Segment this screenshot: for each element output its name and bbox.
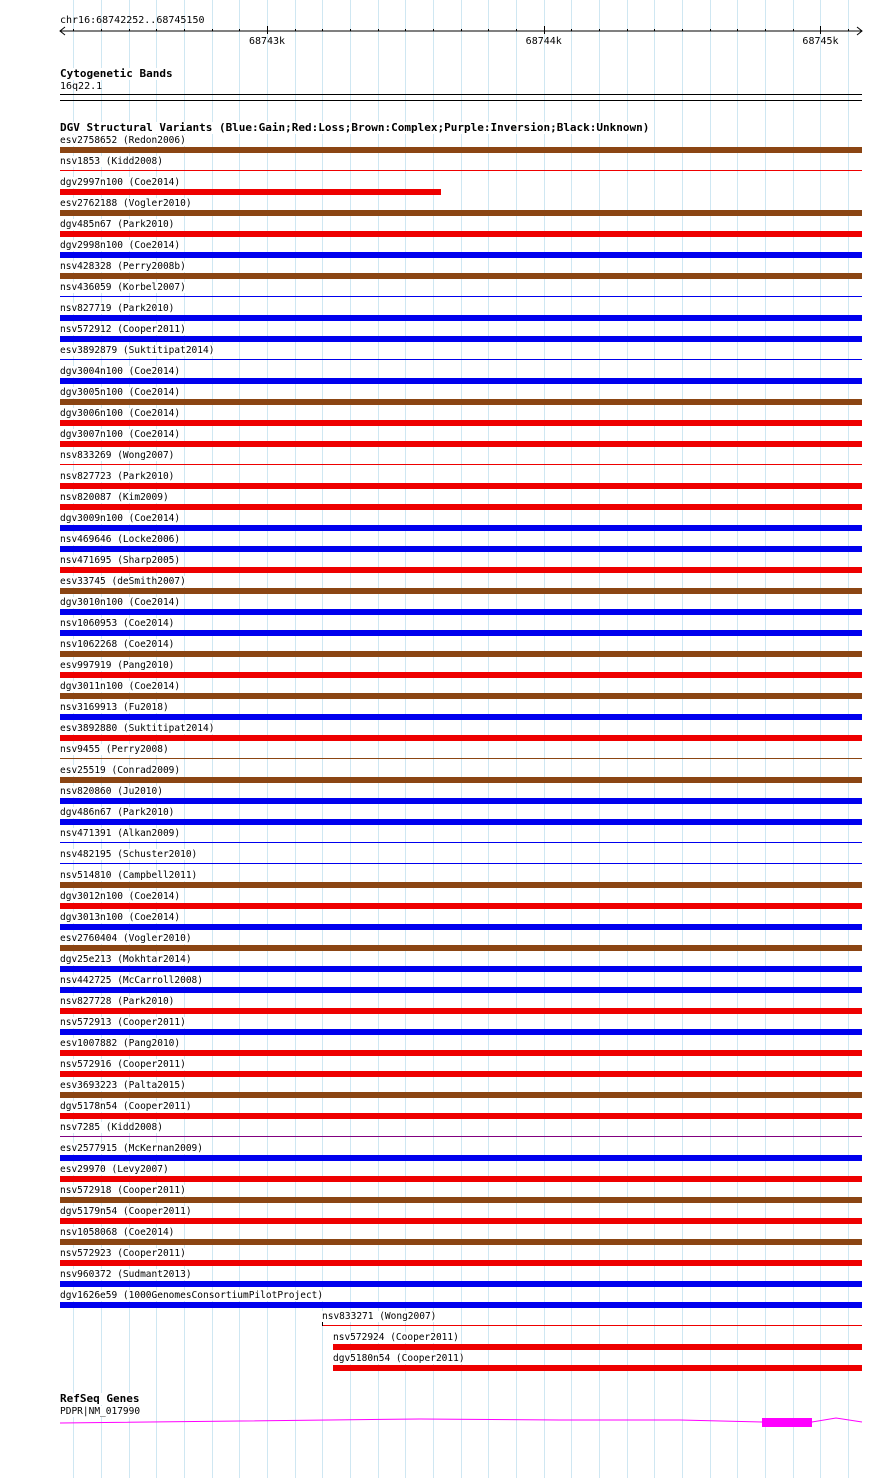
sv-feature-label[interactable]: esv25519 (Conrad2009) <box>60 765 181 776</box>
ruler-track <box>0 0 890 60</box>
sv-feature-bar[interactable] <box>60 777 862 783</box>
sv-feature-label[interactable]: nsv827723 (Park2010) <box>60 471 175 482</box>
sv-feature-label[interactable]: dgv3005n100 (Coe2014) <box>60 387 181 398</box>
sv-feature-bar[interactable] <box>60 1008 862 1014</box>
sv-feature-bar[interactable] <box>60 1136 862 1137</box>
sv-feature-label[interactable]: nsv572912 (Cooper2011) <box>60 324 186 335</box>
sv-feature-bar[interactable] <box>60 273 862 279</box>
sv-feature-bar[interactable] <box>60 315 862 321</box>
sv-feature-bar[interactable] <box>60 651 862 657</box>
sv-feature-label[interactable]: nsv572916 (Cooper2011) <box>60 1059 186 1070</box>
sv-feature-bar[interactable] <box>60 1029 862 1035</box>
sv-feature-label[interactable]: dgv485n67 (Park2010) <box>60 219 175 230</box>
sv-feature-bar[interactable] <box>60 819 862 825</box>
sv-feature-label[interactable]: nsv471391 (Alkan2009) <box>60 828 181 839</box>
sv-feature-label[interactable]: dgv3010n100 (Coe2014) <box>60 597 181 608</box>
sv-feature-label[interactable]: dgv3009n100 (Coe2014) <box>60 513 181 524</box>
sv-feature-bar[interactable] <box>60 1176 862 1182</box>
sv-feature-bar[interactable] <box>60 987 862 993</box>
sv-feature-bar[interactable] <box>333 1365 862 1371</box>
gene-label: PDPR|NM_017990 <box>60 1406 141 1417</box>
sv-feature-bar[interactable] <box>60 170 862 171</box>
sv-feature-label[interactable]: esv2577915 (McKernan2009) <box>60 1143 203 1154</box>
sv-feature-bar[interactable] <box>60 630 862 636</box>
sv-feature-label[interactable]: esv3892880 (Suktitipat2014) <box>60 723 215 734</box>
sv-feature-bar[interactable] <box>60 336 862 342</box>
ruler-tick-label: 68744k <box>525 36 562 47</box>
gene-intron-line <box>60 1419 762 1423</box>
cytoband-bar-top <box>60 94 862 95</box>
sv-feature-bar[interactable] <box>60 210 862 216</box>
sv-feature-label[interactable]: nsv820860 (Ju2010) <box>60 786 163 797</box>
sv-feature-bar[interactable] <box>60 1050 862 1056</box>
sv-feature-label[interactable]: esv2762188 (Vogler2010) <box>60 198 192 209</box>
sv-feature-label[interactable]: nsv436059 (Korbel2007) <box>60 282 186 293</box>
sv-feature-bar[interactable] <box>60 798 862 804</box>
sv-feature-bar[interactable] <box>60 672 862 678</box>
sv-feature-label[interactable]: dgv3006n100 (Coe2014) <box>60 408 181 419</box>
dgv-track-title: DGV Structural Variants (Blue:Gain;Red:Loss;Brown:Complex;Purple:Inversion;Black:Unknown) <box>60 121 650 134</box>
sv-feature-bar[interactable] <box>60 1281 862 1287</box>
sv-feature-label[interactable]: nsv960372 (Sudmant2013) <box>60 1269 192 1280</box>
sv-feature-bar[interactable] <box>60 966 862 972</box>
sv-feature-label[interactable]: nsv428328 (Perry2008b) <box>60 261 186 272</box>
sv-feature-bar[interactable] <box>60 420 862 426</box>
sv-feature-bar[interactable] <box>60 945 862 951</box>
sv-feature-label[interactable]: dgv2997n100 (Coe2014) <box>60 177 181 188</box>
sv-feature-bar[interactable] <box>60 483 862 489</box>
sv-feature-label[interactable]: dgv486n67 (Park2010) <box>60 807 175 818</box>
sv-feature-bar[interactable] <box>60 189 441 195</box>
sv-feature-label[interactable]: esv29970 (Levy2007) <box>60 1164 169 1175</box>
sv-feature-label[interactable]: nsv572924 (Cooper2011) <box>333 1332 459 1343</box>
sv-feature-bar[interactable] <box>60 1218 862 1224</box>
sv-feature-bar[interactable] <box>333 1344 862 1350</box>
sv-feature-label[interactable]: nsv1058068 (Coe2014) <box>60 1227 175 1238</box>
sv-feature-label[interactable]: nsv514810 (Campbell2011) <box>60 870 198 881</box>
sv-feature-label[interactable]: nsv3169913 (Fu2018) <box>60 702 169 713</box>
sv-feature-bar[interactable] <box>60 1155 862 1161</box>
sv-feature-bar[interactable] <box>60 504 862 510</box>
sv-feature-bar[interactable] <box>60 1092 862 1098</box>
sv-feature-label[interactable]: dgv5179n54 (Cooper2011) <box>60 1206 192 1217</box>
sv-feature-label[interactable]: nsv1853 (Kidd2008) <box>60 156 163 167</box>
sv-feature-label[interactable]: esv33745 (deSmith2007) <box>60 576 186 587</box>
sv-feature-bar[interactable] <box>60 378 862 384</box>
sv-feature-label[interactable]: nsv1060953 (Coe2014) <box>60 618 175 629</box>
sv-feature-bar[interactable] <box>60 1071 862 1077</box>
cytoband-bar-bottom <box>60 100 862 101</box>
sv-feature-label[interactable]: nsv833269 (Wong2007) <box>60 450 175 461</box>
sv-feature-label[interactable]: nsv482195 (Schuster2010) <box>60 849 198 860</box>
sv-feature-bar[interactable] <box>60 147 862 153</box>
sv-feature-label[interactable]: nsv820087 (Kim2009) <box>60 492 169 503</box>
sv-feature-label[interactable]: esv1007882 (Pang2010) <box>60 1038 181 1049</box>
sv-feature-bar[interactable] <box>60 903 862 909</box>
sv-feature-bar[interactable] <box>60 693 862 699</box>
sv-feature-label[interactable]: dgv2998n100 (Coe2014) <box>60 240 181 251</box>
sv-feature-label[interactable]: dgv3012n100 (Coe2014) <box>60 891 181 902</box>
refseq-track-title: RefSeq Genes <box>60 1392 140 1405</box>
sv-feature-bar[interactable] <box>60 1197 862 1203</box>
sv-feature-bar[interactable] <box>60 359 862 360</box>
sv-feature-label[interactable]: dgv3004n100 (Coe2014) <box>60 366 181 377</box>
sv-feature-bar[interactable] <box>60 567 862 573</box>
sv-feature-bar[interactable] <box>60 924 862 930</box>
sv-feature-bar[interactable] <box>60 1260 862 1266</box>
sv-feature-bar[interactable] <box>60 863 862 864</box>
sv-feature-label[interactable]: nsv572918 (Cooper2011) <box>60 1185 186 1196</box>
sv-feature-label[interactable]: dgv1626e59 (1000GenomesConsortiumPilotProject) <box>60 1290 324 1301</box>
sv-feature-label[interactable]: esv997919 (Pang2010) <box>60 660 175 671</box>
sv-feature-bar[interactable] <box>60 464 862 465</box>
sv-feature-bar[interactable] <box>60 525 862 531</box>
sv-feature-bar[interactable] <box>60 252 862 258</box>
sv-feature-label[interactable]: nsv442725 (McCarroll2008) <box>60 975 203 986</box>
sv-feature-bar[interactable] <box>60 609 862 615</box>
sv-feature-label[interactable]: nsv469646 (Locke2006) <box>60 534 181 545</box>
sv-feature-bar[interactable] <box>60 399 862 405</box>
sv-feature-label[interactable]: nsv7285 (Kidd2008) <box>60 1122 163 1133</box>
sv-feature-bar[interactable] <box>60 882 862 888</box>
sv-feature-label[interactable]: esv3892879 (Suktitipat2014) <box>60 345 215 356</box>
sv-feature-label[interactable]: nsv827728 (Park2010) <box>60 996 175 1007</box>
sv-feature-label[interactable]: esv3693223 (Palta2015) <box>60 1080 186 1091</box>
sv-feature-bar[interactable] <box>60 842 862 843</box>
sv-feature-bar[interactable] <box>60 1239 862 1245</box>
sv-feature-label[interactable]: esv2758652 (Redon2006) <box>60 135 186 146</box>
cytoband-track-title: Cytogenetic Bands <box>60 67 173 80</box>
sv-feature-label[interactable]: nsv572913 (Cooper2011) <box>60 1017 186 1028</box>
sv-feature-label[interactable]: nsv9455 (Perry2008) <box>60 744 169 755</box>
sv-feature-bar[interactable] <box>60 1113 862 1119</box>
sv-feature-bar[interactable] <box>60 588 862 594</box>
sv-feature-label[interactable]: dgv5178n54 (Cooper2011) <box>60 1101 192 1112</box>
sv-feature-bar[interactable] <box>60 714 862 720</box>
sv-feature-bar[interactable] <box>60 546 862 552</box>
sv-feature-label[interactable]: nsv1062268 (Coe2014) <box>60 639 175 650</box>
cytoband-label: 16q22.1 <box>60 81 103 92</box>
sv-feature-label[interactable]: dgv3011n100 (Coe2014) <box>60 681 181 692</box>
sv-feature-label[interactable]: esv2760404 (Vogler2010) <box>60 933 192 944</box>
sv-feature-label[interactable]: nsv471695 (Sharp2005) <box>60 555 181 566</box>
sv-feature-bar[interactable] <box>60 1302 862 1308</box>
gene-intron-line-end <box>812 1418 862 1422</box>
ruler-tick-label: 68745k <box>802 36 839 47</box>
ruler-tick-label: 68743k <box>248 36 286 47</box>
sv-feature-label[interactable]: dgv3013n100 (Coe2014) <box>60 912 181 923</box>
sv-feature-label[interactable]: nsv827719 (Park2010) <box>60 303 175 314</box>
ruler-axis[interactable] <box>0 0 890 50</box>
gene-model[interactable] <box>0 1412 890 1432</box>
sv-feature-label[interactable]: dgv5180n54 (Cooper2011) <box>333 1353 465 1364</box>
gene-exon <box>762 1418 812 1427</box>
sv-feature-bar[interactable] <box>60 231 862 237</box>
sv-feature-label[interactable]: dgv25e213 (Mokhtar2014) <box>60 954 192 965</box>
sv-feature-bar[interactable] <box>60 441 862 447</box>
sv-feature-label[interactable]: nsv833271 (Wong2007) <box>322 1311 437 1322</box>
sv-feature-bar[interactable] <box>60 296 862 297</box>
sv-feature-label[interactable]: nsv572923 (Cooper2011) <box>60 1248 186 1259</box>
sv-feature-bar[interactable] <box>60 735 862 741</box>
sv-feature-label[interactable]: dgv3007n100 (Coe2014) <box>60 429 181 440</box>
sv-feature-bar[interactable] <box>322 1325 862 1326</box>
sv-feature-bar[interactable] <box>60 758 862 759</box>
location-label: chr16:68742252..68745150 <box>60 15 205 26</box>
